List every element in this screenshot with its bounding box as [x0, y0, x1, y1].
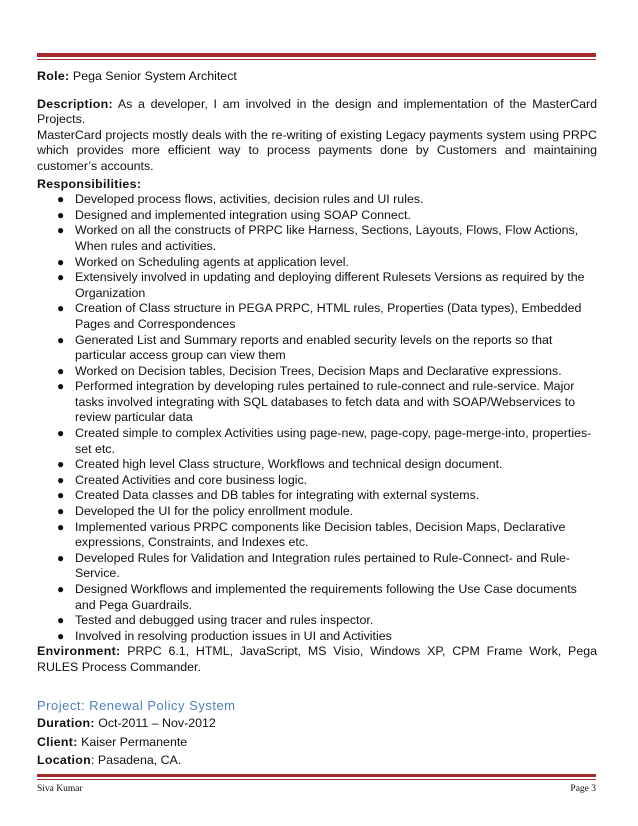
resume-content [37, 69, 597, 769]
role-line [37, 69, 597, 85]
responsibility-item [37, 301, 597, 332]
responsibility-text: Designed Workflows and implemented the requirements following the Use Case documents and Pega Guardrails. [75, 582, 577, 612]
location-value: : Pasadena, CA. [91, 753, 182, 768]
bullet-icon: ● [57, 379, 65, 394]
bullet-icon: ● [57, 504, 65, 519]
bullet-icon: ● [57, 613, 65, 628]
header-rule [37, 53, 596, 60]
responsibility-item [37, 192, 597, 208]
bullet-icon: ● [57, 301, 65, 316]
footer-author: Siva Kumar [37, 784, 83, 794]
client-line [37, 735, 597, 751]
bullet-icon: ● [57, 223, 65, 238]
bullet-icon: ● [57, 270, 65, 285]
responsibility-text: Created simple to complex Activities using page-new, page-copy, page-merge-into, properties-set etc. [75, 426, 592, 456]
responsibility-text: Designed and implemented integration using SOAP Connect. [75, 207, 411, 222]
description-label: Description: [37, 96, 113, 111]
client-label: Client: [37, 734, 78, 749]
bullet-icon: ● [57, 582, 65, 596]
responsibility-text: Developed the UI for the policy enrollment module. [75, 504, 354, 519]
duration-line [37, 716, 597, 732]
responsibility-item [37, 333, 597, 364]
responsibility-item [37, 582, 597, 613]
project-title: Project: Renewal Policy System [37, 697, 236, 713]
bullet-icon: ● [57, 550, 65, 565]
responsibility-item [37, 504, 597, 520]
responsibility-item [37, 520, 597, 551]
description-text-2: MasterCard projects mostly deals with the re-writing of existing Legacy payments system using PRPC which provides more efficient way to process payments done by Customers and maintaining customer’s accounts. [37, 127, 597, 173]
responsibility-item [37, 629, 597, 645]
responsibility-item [37, 457, 597, 473]
responsibility-text: Worked on all the constructs of PRPC like Harness, Sections, Layouts, Flows, Flow Actions, When rules and activities. [75, 223, 579, 253]
responsibility-text: Implemented various PRPC components like Decision tables, Decision Maps, Declarative expressions, Constraints, and Indexes etc. [75, 519, 566, 550]
bullet-icon: ● [57, 363, 65, 378]
responsibility-item [37, 551, 597, 582]
responsibility-text: Creation of Class structure in PEGA PRPC, HTML rules, Properties (Data types), Embedded Pages and Correspondences [75, 301, 582, 331]
responsibility-text: Performed integration by developing rules pertained to rule-connect and rule-service. Major tasks involved integrating with SQL databases to fetch data and with SOAP/Webservices to review particular data [75, 379, 576, 425]
responsibility-item [37, 488, 597, 504]
environment-label: Environment: [37, 644, 121, 659]
responsibility-text: Generated List and Summary reports and enabled security levels on the reports so that particular access group can view them [75, 332, 553, 363]
responsibility-item [37, 223, 597, 254]
footer-rule [37, 774, 596, 780]
role-label: Role: [37, 69, 70, 83]
bullet-icon: ● [57, 332, 65, 347]
responsibility-text: Worked on Scheduling agents at application level. [75, 254, 349, 269]
responsibility-text: Worked on Decision tables, Decision Trees, Decision Maps and Declarative expressions. [75, 363, 562, 378]
responsibilities-heading [37, 177, 597, 193]
responsibility-item [37, 473, 597, 489]
bullet-icon: ● [57, 488, 65, 503]
environment-para [37, 644, 597, 675]
footer-page-label: Page [570, 784, 592, 794]
responsibility-text: Extensively involved in updating and deploying different Rulesets Versions as required by the Organization [75, 270, 585, 300]
footer-page [570, 784, 596, 794]
responsibility-item [37, 270, 597, 301]
bullet-icon: ● [57, 192, 65, 207]
bullet-icon: ● [57, 457, 65, 472]
responsibility-text: Created high level Class structure, Workflows and technical design document. [75, 457, 503, 472]
responsibility-item [37, 613, 597, 629]
location-line [37, 753, 597, 769]
bullet-icon: ● [57, 472, 65, 487]
bullet-icon: ● [57, 254, 65, 269]
duration-value: Oct-2011 – Nov-2012 [94, 716, 216, 731]
responsibility-item [37, 364, 597, 380]
bullet-icon: ● [57, 207, 65, 222]
role-value: Pega Senior System Architect [69, 69, 237, 83]
bullet-icon: ● [57, 519, 65, 534]
responsibility-text: Created Data classes and DB tables for integrating with external systems. [75, 488, 480, 503]
description-text-1: As a developer, I am involved in the design and implementation of the MasterCard Projects. [37, 96, 597, 127]
responsibility-text: Developed process flows, activities, decision rules and UI rules. [75, 192, 424, 207]
description-para [37, 97, 597, 128]
bullet-icon: ● [57, 426, 65, 441]
responsibilities-list [37, 192, 597, 644]
page-footer [37, 784, 596, 794]
responsibility-text: Tested and debugged using tracer and rules inspector. [75, 613, 374, 628]
footer-page-number: 3 [591, 784, 596, 794]
location-label: Location [37, 753, 92, 768]
client-value: Kaiser Permanente [77, 734, 188, 749]
responsibility-text: Created Activities and core business logic. [75, 472, 308, 487]
responsibility-item [37, 379, 597, 426]
bullet-icon: ● [57, 628, 65, 643]
responsibilities-label: Responsibilities: [37, 176, 142, 191]
responsibility-item [37, 426, 597, 457]
responsibility-item [37, 208, 597, 224]
environment-value: PRPC 6.1, HTML, JavaScript, MS Visio, Windows XP, CPM Frame Work, Pega RULES Process Commander. [37, 644, 597, 674]
responsibility-text: Involved in resolving production issues in UI and Activities [75, 628, 392, 643]
responsibility-item [37, 255, 597, 271]
duration-label: Duration: [37, 716, 95, 731]
responsibility-text: Developed Rules for Validation and Integration rules pertained to Rule-Connect- and Rule-Service. [75, 550, 571, 581]
